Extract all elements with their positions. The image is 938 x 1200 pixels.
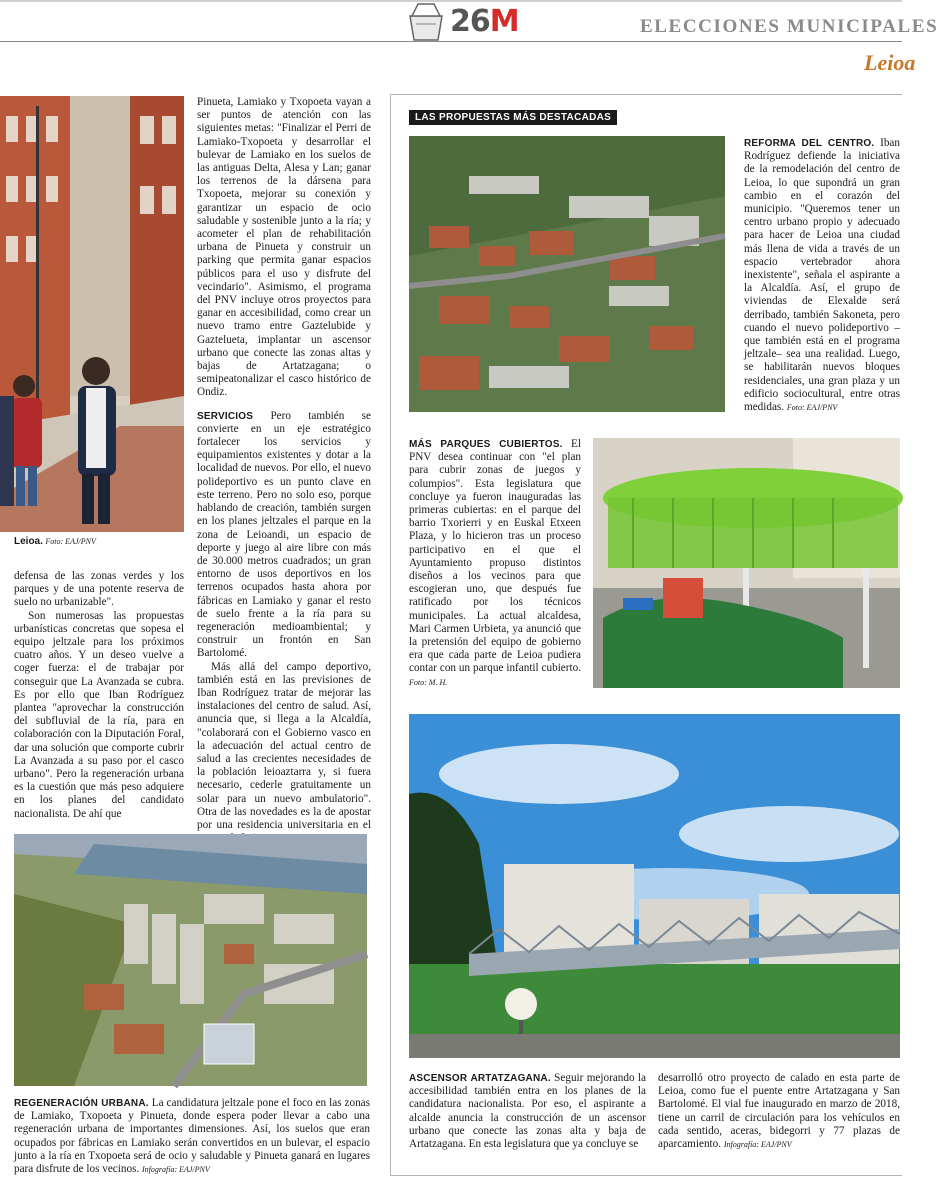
column-left-text: [14, 570, 184, 821]
ascensor-lead: ASCENSOR ARTATZAGANA.: [409, 1073, 551, 1084]
reforma-lead: REFORMA DEL CENTRO.: [744, 138, 875, 149]
col-mid-p1: Pinueta, Lamiako y Txopoeta vayan a ser puntos de atención con las siguientes metas: "Finalizar el Perri de Lamiako-Txopoeta y desarrollar el bulevar de Lamiako en los suelos de las antiguas Delta, Alesa y Lan; ganar los terrenos de la dársena para Txopoeta, mejorar su conexión y garantizar un espacio de ocio saludable y sostenible junto a la ría; y acometer el plan de rehabilitación urbana de Pinueta y construir un parking que permita ganar espacios públicos para el uso y disfrute del vecindario". Asimismo, el programa del PNV incluye otros proyectos para ganar en accesibilidad, como crear un nuevo tramo entre Gaztelubide y Gaztelueta, implantar un ascensor urbano que conecte las zonas altas y bajas de Artatzagana; o semipeatonalizar el casco histórico de Ondiz.: [197, 96, 371, 399]
section-title: ELECCIONES MUNICIPALES: [640, 16, 938, 37]
ascensor-credit: Infografía: EAJ/PNV: [723, 1140, 792, 1150]
reforma-credit: Foto: EAJ/PNV: [786, 403, 838, 413]
logo-number: 26: [450, 4, 490, 39]
parques-lead: MÁS PARQUES CUBIERTOS.: [409, 439, 563, 450]
col-left-p1: defensa de las zonas verdes y los parques y de una potente reserva de suelo no urbanizable".: [14, 570, 184, 609]
parques-text: El PNV desea continuar con "el plan para cubrir zonas de juegos y columpios". Esta legislatura que concluye ya fueron inauguradas las primeras cubiertas: en el parque del barrio Txorierri y en Euskal Etxeen Plaza, y lo hicieron tras un proceso participativo en el que el Ayuntamiento propuso distintos diseños a los vecinos para que escogieran uno, que después fue ratificado por los técnicos municipales. La actual alcaldesa, Mari Carmen Urbieta, ya anunció que la pretensión del equipo de gobierno era que cada parte de Leioa pudiera contar con un parque infantil cubierto.: [409, 438, 581, 675]
reforma-text-block: [744, 137, 900, 414]
parques-text-block: [409, 438, 581, 689]
column-middle-text: [197, 96, 371, 845]
col-mid-p3: Más allá del campo deportivo, también está en las previsiones de Iban Rodríguez tratar de mejorar las instalaciones del centro de salud. Así, anuncia que, si llega a la Alcaldía, "colaborará con el Gobierno vasco en la adecuación del actual centro de salud a las crecientes necesidades de la población leioaztarra y, si fuera necesario, cederle gratuitamente un solar para un nuevo ambulatorio". Otra de las novedades es la de apostar por una residencia universitaria en el: [197, 660, 371, 831]
photo-left-caption: [14, 536, 96, 547]
ascensor-text-part-a: Seguir mejorando la accesibilidad también entra en los planes de la candidatura nacionalista. Por eso, el aspirante a alcalde anuncia la construcción de un ascensor urbano que conecte las zonas alta y baja de Artatzagana. En esta legislatura que ya concluye se: [409, 1072, 646, 1151]
regeneracion-credit: Infografía: EAJ/PNV: [142, 1165, 210, 1175]
section-subtitle: Leioa: [864, 50, 916, 75]
ascensor-text-a: [409, 1072, 646, 1151]
ballot-box-icon: [404, 2, 448, 42]
logo-letter: M: [489, 4, 519, 39]
servicios-lead: SERVICIOS: [197, 410, 254, 422]
photo-leioa-street: [0, 96, 184, 532]
regeneracion-lead: REGENERACIÓN URBANA.: [14, 1098, 149, 1109]
caption-title: Leioa.: [14, 536, 43, 547]
photo-regeneracion-aerial: [14, 834, 367, 1086]
col-left-p2: Son numerosas las propuestas urbanísticas concretas que sopesa el equipo jeltzale para los próximos cuatro años. Y un deseo vuelve a coger fuerza: el de trabajar por conseguir que La Avanzada se cubra. Es por ello que Iban Rodríguez plantea "aprovechar la construcción del subfluvial de la ría, para en colaboración con la Diputación Foral, dar una solución que comporte cubrir La Avanzada a su paso por el casco urbano". Pero la regeneración urbana es la cuestión que más peso adquiere en los planes del candidato nacionalista. De ahí que: [14, 609, 184, 820]
regeneracion-text: La candidatura jeltzale pone el foco en las zonas de Lamiako, Txopoeta y Pinueta, donde espera poder llevar a cabo una regeneración urbana de importantes dimensiones. Así, los suelos que eran ocupados por fábricas en Lamiako serán convertidos en un bulevar, el espacio junto a la ría en Txopoeta será de ocio y saludable y Pinueta ganará en lugares para disfrute de los vecinos.: [14, 1097, 371, 1176]
regeneracion-text-block: [14, 1097, 370, 1176]
ascensor-text-b: [658, 1072, 900, 1151]
ascensor-text-part-b: desarrolló otro proyecto de calado en esta parte de Leioa, como fue el puente entre Artatzagana y San Bartolomé. El vial fue inaugurado en marzo de 2018, tiene un carril de circulación para los vehículos en cada sentido, aceras, bidegorri y 77 plazas de aparcamiento.: [658, 1072, 900, 1151]
elections-logo: [404, 2, 534, 42]
parques-credit: Foto: M. H.: [409, 677, 448, 687]
photo-covered-park: [593, 438, 900, 688]
col-mid-p2: Pero también se convierte en un eje estratégico fortalecer los servicios y equipamientos existentes y dotar a la localidad de nuevos. Por ello, el nuevo polideportivo es un punto clave en este terreno. Pero no solo eso, porque hablando de creación, también surgen en los planes jeltzales el parque en la zona de Leioandi, un espacio de deporte y juego al aire libre con más de 30.000 metros cuadrados; un gran entorno de usos deportivos en los terrenos ocupados hasta ahora por fábricas en Lamiako y ganar el resto de suelo frente a la ría para su regeneración medioambiental; y construir un frontón en San Bartolomé.: [197, 409, 371, 660]
reforma-text: Iban Rodríguez defiende la iniciativa de la remodelación del centro de Leioa, lo que supondrá un gran cambio en el corazón del municipio. "Queremos tener un centro urbano propio y adecuado para hacer de Leioa una ciudad más llena de vida a través de un espacio vertebrador ahora inexistente", señala el aspirante a la Alcaldía. Así, el grupo de viviendas de Elexalde será derribado, también Sakoneta, pero cuando el nuevo polideportivo –que también está en el programa jeltzale– sea una realidad. Luego, se habilitarán nuevos bloques residenciales, una gran plaza y un edificio sociocultural, entre otras medidas.: [744, 137, 900, 414]
photo-aerial-centro: [409, 136, 725, 412]
photo-artatzagana-bridge: [409, 714, 900, 1058]
box-tag: LAS PROPUESTAS MÁS DESTACADAS: [409, 110, 617, 125]
header-rule: [0, 41, 902, 42]
caption-credit: Foto: EAJ/PNV: [45, 537, 96, 546]
